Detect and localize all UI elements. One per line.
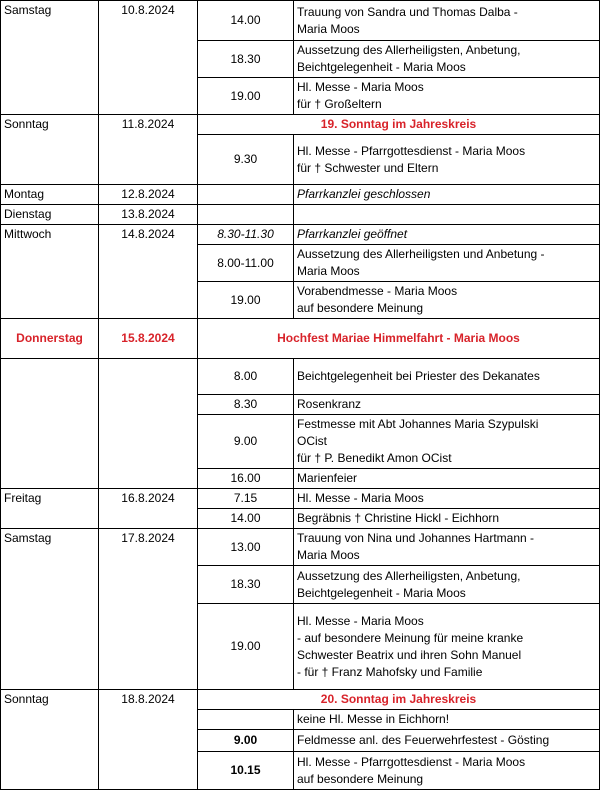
event-cell: Trauung von Nina und Johannes Hartmann - Maria Moos xyxy=(294,529,600,566)
event-cell: Festmesse mit Abt Johannes Maria Szypulski OCist für † P. Benedikt Amon OCist xyxy=(294,415,600,469)
time-cell: 8.00-11.00 xyxy=(198,245,294,282)
time-cell: 14.00 xyxy=(198,1,294,41)
date-cell: 10.8.2024 xyxy=(99,1,198,115)
time-cell: 14.00 xyxy=(198,509,294,529)
time-cell xyxy=(198,185,294,205)
table-row xyxy=(1,319,600,359)
time-cell xyxy=(198,205,294,225)
table-row xyxy=(1,690,600,710)
time-cell: 9.30 xyxy=(198,135,294,185)
date-cell: 13.8.2024 xyxy=(99,205,198,225)
event-cell: keine Hl. Messe in Eichhorn! xyxy=(294,710,600,730)
day-cell: Donnerstag xyxy=(1,319,99,359)
event-cell: Pfarrkanzlei geöffnet xyxy=(294,225,600,245)
event-cell: Aussetzung des Allerheiligsten, Anbetung, Beichtgelegenheit - Maria Moos xyxy=(294,566,600,604)
date-cell: 16.8.2024 xyxy=(99,489,198,529)
date-cell: 15.8.2024 xyxy=(99,319,198,359)
time-cell: 19.00 xyxy=(198,78,294,115)
feast-title: Hochfest Mariae Himmelfahrt - Maria Moos xyxy=(198,319,600,359)
table-row xyxy=(1,1,600,41)
table-row xyxy=(1,225,600,245)
date-cell xyxy=(99,359,198,489)
event-cell: Aussetzung des Allerheiligsten, Anbetung, Beichtgelegenheit - Maria Moos xyxy=(294,41,600,78)
event-cell: Beichtgelegenheit bei Priester des Dekanates xyxy=(294,359,600,395)
event-cell: Hl. Messe - Pfarrgottesdienst - Maria Moos auf besondere Meinung xyxy=(294,752,600,790)
day-cell: Mittwoch xyxy=(1,225,99,319)
day-cell: Sonntag xyxy=(1,115,99,185)
event-cell: Aussetzung des Allerheiligsten und Anbetung - Maria Moos xyxy=(294,245,600,282)
day-cell xyxy=(1,359,99,489)
table-row xyxy=(1,529,600,566)
day-cell: Samstag xyxy=(1,1,99,115)
event-cell: Pfarrkanzlei geschlossen xyxy=(294,185,600,205)
time-cell: 19.00 xyxy=(198,282,294,319)
time-cell: 9.00 xyxy=(198,730,294,752)
time-cell: 10.15 xyxy=(198,752,294,790)
event-cell: Marienfeier xyxy=(294,469,600,489)
time-cell: 18.30 xyxy=(198,566,294,604)
time-cell: 9.00 xyxy=(198,415,294,469)
event-cell: Trauung von Sandra und Thomas Dalba - Maria Moos xyxy=(294,1,600,41)
day-cell: Dienstag xyxy=(1,205,99,225)
event-cell: Hl. Messe - Maria Moos für † Großeltern xyxy=(294,78,600,115)
time-cell: 13.00 xyxy=(198,529,294,566)
table-row xyxy=(1,205,600,225)
time-cell: 8.00 xyxy=(198,359,294,395)
event-cell: Hl. Messe - Maria Moos xyxy=(294,489,600,509)
date-cell: 17.8.2024 xyxy=(99,529,198,690)
date-cell: 14.8.2024 xyxy=(99,225,198,319)
table-row xyxy=(1,115,600,135)
table-row xyxy=(1,489,600,509)
day-cell: Samstag xyxy=(1,529,99,690)
feast-title: 20. Sonntag im Jahreskreis xyxy=(198,690,600,710)
time-cell: 8.30-11.30 xyxy=(198,225,294,245)
event-cell xyxy=(294,205,600,225)
day-cell: Freitag xyxy=(1,489,99,529)
time-cell: 18.30 xyxy=(198,41,294,78)
time-cell: 8.30 xyxy=(198,395,294,415)
event-cell: Hl. Messe - Pfarrgottesdienst - Maria Moos für † Schwester und Eltern xyxy=(294,135,600,185)
date-cell: 18.8.2024 xyxy=(99,690,198,790)
date-cell: 12.8.2024 xyxy=(99,185,198,205)
event-cell: Vorabendmesse - Maria Moos auf besondere Meinung xyxy=(294,282,600,319)
table-row xyxy=(1,185,600,205)
table-row xyxy=(1,359,600,395)
event-cell: Rosenkranz xyxy=(294,395,600,415)
time-cell xyxy=(198,710,294,730)
event-cell: Feldmesse anl. des Feuerwehrfestest - Gösting xyxy=(294,730,600,752)
date-cell: 11.8.2024 xyxy=(99,115,198,185)
time-cell: 7.15 xyxy=(198,489,294,509)
feast-title: 19. Sonntag im Jahreskreis xyxy=(198,115,600,135)
event-cell: Begräbnis † Christine Hickl - Eichhorn xyxy=(294,509,600,529)
event-cell: Hl. Messe - Maria Moos - auf besondere Meinung für meine kranke Schwester Beatrix und ihren Sohn Manuel - für † Franz Mahofsky und Familie xyxy=(294,604,600,690)
day-cell: Sonntag xyxy=(1,690,99,790)
day-cell: Montag xyxy=(1,185,99,205)
time-cell: 19.00 xyxy=(198,604,294,690)
time-cell: 16.00 xyxy=(198,469,294,489)
